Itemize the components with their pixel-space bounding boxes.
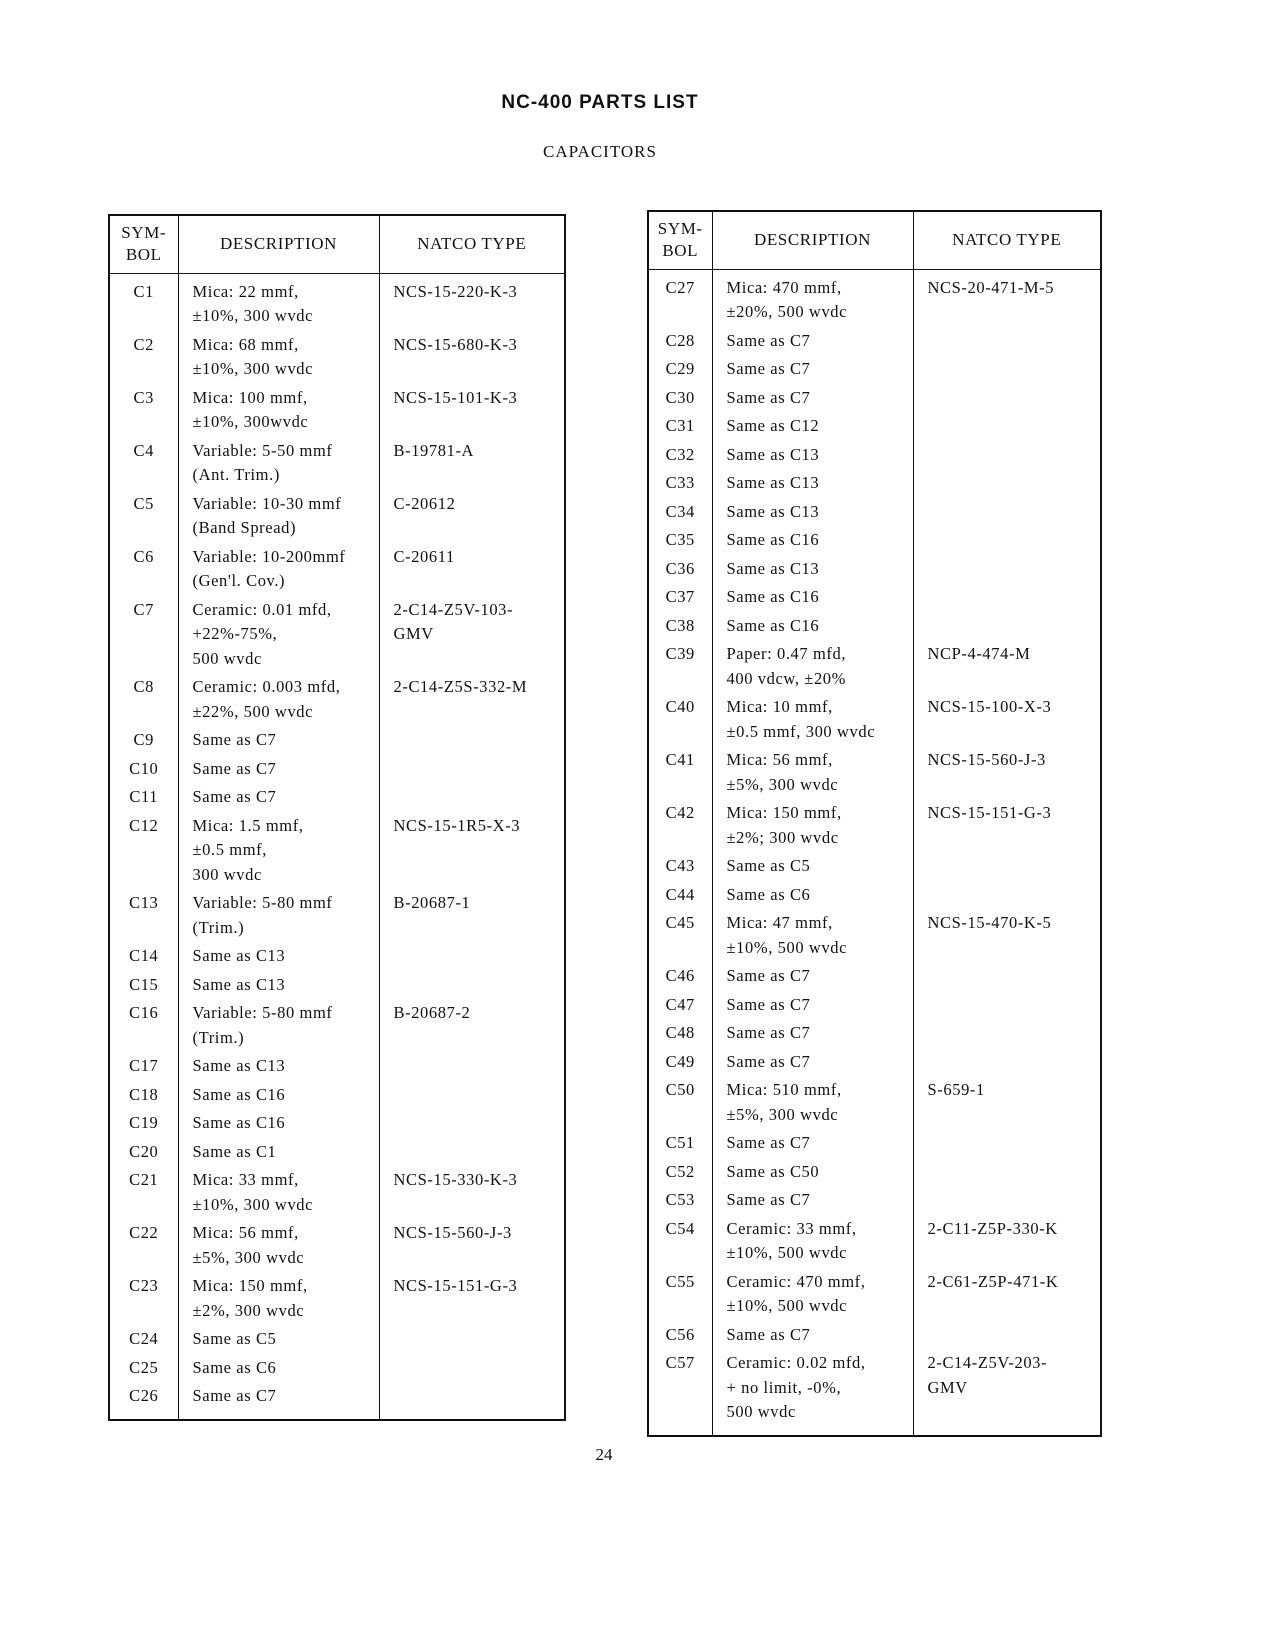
symbol-cell: C38: [648, 612, 712, 641]
symbol-cell: C33: [648, 469, 712, 498]
table-row: [648, 1215, 1101, 1268]
description-cell: Variable: 10-30 mmf (Band Spread): [178, 490, 379, 543]
natco-type-cell: [913, 526, 1101, 555]
symbol-cell: C41: [648, 746, 712, 799]
symbol-cell: C27: [648, 269, 712, 327]
header-natco-type: NATCO TYPE: [379, 215, 565, 273]
table-row: [109, 1219, 565, 1272]
description-cell: Same as C7: [178, 1382, 379, 1420]
symbol-cell: C10: [109, 755, 178, 784]
header-description: DESCRIPTION: [712, 211, 913, 269]
symbol-cell: C15: [109, 971, 178, 1000]
symbol-cell: C4: [109, 437, 178, 490]
table-row: [648, 1129, 1101, 1158]
natco-type-cell: B-19781-A: [393, 440, 475, 460]
description-cell: Variable: 5-80 mmf (Trim.): [178, 999, 379, 1052]
description-cell: Same as C16: [712, 583, 913, 612]
description-cell: Mica: 510 mmf, ±5%, 300 wvdc: [712, 1076, 913, 1129]
table-row: [109, 331, 565, 384]
table-row: [109, 1166, 565, 1219]
table-row: [109, 1052, 565, 1081]
table-row: [109, 1138, 565, 1167]
description-cell: Same as C7: [178, 783, 379, 812]
table-row: [648, 909, 1101, 962]
natco-type-cell: NCS-15-151-G-3: [927, 803, 1052, 822]
table-row: [648, 799, 1101, 852]
description-cell: Variable: 5-50 mmf (Ant. Trim.): [178, 437, 379, 490]
description-cell: Mica: 47 mmf, ±10%, 500 wvdc: [712, 909, 913, 962]
description-cell: Same as C13: [178, 1052, 379, 1081]
description-cell: Mica: 33 mmf, ±10%, 300 wvdc: [178, 1166, 379, 1219]
natco-type-cell: [913, 498, 1101, 527]
symbol-cell: C20: [109, 1138, 178, 1167]
description-cell: Same as C16: [712, 612, 913, 641]
description-cell: Mica: 68 mmf, ±10%, 300 wvdc: [178, 331, 379, 384]
table-row: [648, 693, 1101, 746]
description-cell: Same as C13: [712, 555, 913, 584]
description-cell: Same as C7: [712, 327, 913, 356]
natco-type-cell: [379, 726, 565, 755]
symbol-cell: C52: [648, 1158, 712, 1187]
table-row: [648, 1186, 1101, 1215]
table-row: [109, 673, 565, 726]
table-row: [109, 999, 565, 1052]
description-cell: Mica: 100 mmf, ±10%, 300wvdc: [178, 384, 379, 437]
symbol-cell: C49: [648, 1048, 712, 1077]
natco-type-cell: S-659-1: [927, 1080, 985, 1099]
table-row: [648, 412, 1101, 441]
table-row: [109, 273, 565, 331]
table-row: [109, 1354, 565, 1383]
description-cell: Ceramic: 33 mmf, ±10%, 500 wvdc: [712, 1215, 913, 1268]
symbol-cell: C18: [109, 1081, 178, 1110]
table-row: [109, 1325, 565, 1354]
natco-type-cell: NCS-15-560-J-3: [927, 750, 1046, 769]
description-cell: Ceramic: 0.02 mfd, + no limit, -0%, 500 wvdc: [712, 1349, 913, 1436]
description-cell: Same as C50: [712, 1158, 913, 1187]
description-cell: Mica: 1.5 mmf, ±0.5 mmf, 300 wvdc: [178, 812, 379, 890]
symbol-cell: C1: [109, 273, 178, 331]
natco-type-cell: [379, 783, 565, 812]
description-cell: Mica: 470 mmf, ±20%, 500 wvdc: [712, 269, 913, 327]
table-row: [648, 327, 1101, 356]
natco-type-cell: [379, 942, 565, 971]
natco-type-cell: NCS-15-220-K-3: [393, 281, 518, 301]
table-row: [109, 1109, 565, 1138]
symbol-cell: C54: [648, 1215, 712, 1268]
natco-type-cell: NCS-15-101-K-3: [393, 387, 518, 407]
table-row: [648, 384, 1101, 413]
symbol-cell: C34: [648, 498, 712, 527]
description-cell: Same as C6: [712, 881, 913, 910]
natco-type-cell: [379, 1109, 565, 1138]
description-cell: Mica: 10 mmf, ±0.5 mmf, 300 wvdc: [712, 693, 913, 746]
table-row: [648, 1321, 1101, 1350]
description-cell: Same as C16: [712, 526, 913, 555]
page-number: 24: [595, 1445, 613, 1464]
description-cell: Same as C13: [712, 441, 913, 470]
natco-type-cell: [379, 1325, 565, 1354]
table-row: [109, 1081, 565, 1110]
description-cell: Same as C12: [712, 412, 913, 441]
natco-type-cell: [379, 1081, 565, 1110]
description-cell: Same as C7: [712, 1129, 913, 1158]
natco-type-cell: [379, 971, 565, 1000]
natco-type-cell: [913, 384, 1101, 413]
table-row: [648, 355, 1101, 384]
page-title: NC-400 PARTS LIST: [501, 92, 699, 113]
header-natco-type: NATCO TYPE: [913, 211, 1101, 269]
natco-type-cell: [913, 962, 1101, 991]
table-row: [648, 640, 1101, 693]
table-row: [648, 583, 1101, 612]
symbol-cell: C16: [109, 999, 178, 1052]
natco-type-cell: C-20612: [393, 493, 456, 513]
natco-type-cell: NCS-15-470-K-5: [927, 913, 1052, 932]
natco-type-cell: [913, 412, 1101, 441]
symbol-cell: C45: [648, 909, 712, 962]
table-row: [648, 498, 1101, 527]
natco-type-cell: [913, 852, 1101, 881]
symbol-cell: C2: [109, 331, 178, 384]
description-cell: Same as C7: [178, 726, 379, 755]
description-cell: Variable: 10-200mmf (Gen'l. Cov.): [178, 543, 379, 596]
natco-type-cell: [379, 755, 565, 784]
natco-type-cell: [379, 1138, 565, 1167]
symbol-cell: C17: [109, 1052, 178, 1081]
description-cell: Ceramic: 470 mmf, ±10%, 500 wvdc: [712, 1268, 913, 1321]
natco-type-cell: [913, 881, 1101, 910]
symbol-cell: C29: [648, 355, 712, 384]
natco-type-cell: NCS-15-560-J-3: [393, 1223, 512, 1242]
description-cell: Mica: 150 mmf, ±2%; 300 wvdc: [712, 799, 913, 852]
symbol-cell: C8: [109, 673, 178, 726]
table-row: [648, 526, 1101, 555]
natco-type-cell: [379, 1052, 565, 1081]
table-row: [648, 991, 1101, 1020]
description-cell: Same as C7: [712, 384, 913, 413]
symbol-cell: C56: [648, 1321, 712, 1350]
natco-type-cell: [379, 1354, 565, 1383]
symbol-cell: C46: [648, 962, 712, 991]
symbol-cell: C7: [109, 596, 178, 674]
symbol-cell: C47: [648, 991, 712, 1020]
natco-type-cell: [379, 1382, 565, 1420]
description-cell: Mica: 150 mmf, ±2%, 300 wvdc: [178, 1272, 379, 1325]
symbol-cell: C32: [648, 441, 712, 470]
symbol-cell: C21: [109, 1166, 178, 1219]
natco-type-cell: [913, 1321, 1101, 1350]
natco-type-cell: [913, 355, 1101, 384]
description-cell: Same as C16: [178, 1109, 379, 1138]
table-row: [109, 490, 565, 543]
symbol-cell: C24: [109, 1325, 178, 1354]
symbol-cell: C37: [648, 583, 712, 612]
symbol-cell: C19: [109, 1109, 178, 1138]
natco-type-cell: NCP-4-474-M: [927, 644, 1031, 663]
natco-type-cell: [913, 555, 1101, 584]
symbol-cell: C26: [109, 1382, 178, 1420]
natco-type-cell: [913, 1186, 1101, 1215]
natco-type-cell: [913, 1158, 1101, 1187]
natco-type-cell: [913, 612, 1101, 641]
natco-type-cell: 2-C11-Z5P-330-K: [927, 1218, 1058, 1238]
symbol-cell: C36: [648, 555, 712, 584]
table-row: [109, 783, 565, 812]
symbol-cell: C51: [648, 1129, 712, 1158]
table-row: [648, 1158, 1101, 1187]
table-row: [648, 612, 1101, 641]
description-cell: Same as C7: [712, 1186, 913, 1215]
natco-type-cell: B-20687-2: [393, 1003, 471, 1022]
natco-type-cell: NCS-15-100-X-3: [927, 697, 1052, 716]
table-row: [648, 1048, 1101, 1077]
table-row: [648, 881, 1101, 910]
description-cell: Ceramic: 0.003 mfd, ±22%, 500 wvdc: [178, 673, 379, 726]
description-cell: Mica: 56 mmf, ±5%, 300 wvdc: [178, 1219, 379, 1272]
table-row: [109, 755, 565, 784]
symbol-cell: C40: [648, 693, 712, 746]
table-row: [109, 1272, 565, 1325]
natco-type-cell: 2-C14-Z5V-203- GMV: [927, 1353, 1048, 1397]
table-row: [109, 942, 565, 971]
table-row: [648, 1076, 1101, 1129]
description-cell: Mica: 22 mmf, ±10%, 300 wvdc: [178, 273, 379, 331]
header-symbol: SYM- BOL: [109, 215, 178, 273]
description-cell: Same as C13: [178, 971, 379, 1000]
table-row: [648, 441, 1101, 470]
natco-type-cell: 2-C14-Z5S-332-M: [393, 677, 528, 696]
symbol-cell: C14: [109, 942, 178, 971]
table-row: [648, 469, 1101, 498]
description-cell: Same as C1: [178, 1138, 379, 1167]
symbol-cell: C42: [648, 799, 712, 852]
table-row: [648, 852, 1101, 881]
table-row: [109, 543, 565, 596]
description-cell: Same as C13: [178, 942, 379, 971]
symbol-cell: C55: [648, 1268, 712, 1321]
table-row: [648, 269, 1101, 327]
description-cell: Same as C7: [712, 962, 913, 991]
description-cell: Same as C7: [712, 1321, 913, 1350]
symbol-cell: C9: [109, 726, 178, 755]
header-symbol: SYM- BOL: [648, 211, 712, 269]
description-cell: Mica: 56 mmf, ±5%, 300 wvdc: [712, 746, 913, 799]
symbol-cell: C25: [109, 1354, 178, 1383]
symbol-cell: C5: [109, 490, 178, 543]
symbol-cell: C30: [648, 384, 712, 413]
description-cell: Same as C16: [178, 1081, 379, 1110]
table-row: [109, 971, 565, 1000]
description-cell: Paper: 0.47 mfd, 400 vdcw, ±20%: [712, 640, 913, 693]
natco-type-cell: NCS-15-151-G-3: [393, 1276, 518, 1295]
natco-type-cell: NCS-15-1R5-X-3: [393, 815, 521, 835]
symbol-cell: C39: [648, 640, 712, 693]
natco-type-cell: [913, 441, 1101, 470]
section-title: CAPACITORS: [543, 142, 657, 161]
table-row: [648, 1349, 1101, 1436]
symbol-cell: C48: [648, 1019, 712, 1048]
table-row: [109, 726, 565, 755]
table-row: [109, 596, 565, 674]
table-row: [648, 555, 1101, 584]
description-cell: Same as C7: [712, 991, 913, 1020]
description-cell: Same as C7: [712, 1048, 913, 1077]
symbol-cell: C53: [648, 1186, 712, 1215]
symbol-cell: C23: [109, 1272, 178, 1325]
natco-type-cell: [913, 327, 1101, 356]
natco-type-cell: 2-C14-Z5V-103- GMV: [393, 599, 514, 643]
symbol-cell: C44: [648, 881, 712, 910]
description-cell: Same as C7: [178, 755, 379, 784]
description-cell: Same as C7: [712, 355, 913, 384]
symbol-cell: C12: [109, 812, 178, 890]
table-row: [109, 437, 565, 490]
natco-type-cell: NCS-20-471-M-5: [927, 277, 1055, 297]
symbol-cell: C35: [648, 526, 712, 555]
symbol-cell: C28: [648, 327, 712, 356]
description-cell: Same as C7: [712, 1019, 913, 1048]
natco-type-cell: [913, 583, 1101, 612]
table-row: [109, 384, 565, 437]
table-row: [109, 1382, 565, 1420]
symbol-cell: C22: [109, 1219, 178, 1272]
symbol-cell: C11: [109, 783, 178, 812]
description-cell: Same as C5: [712, 852, 913, 881]
natco-type-cell: NCS-15-330-K-3: [393, 1170, 518, 1189]
symbol-cell: C57: [648, 1349, 712, 1436]
capacitor-table-right: [647, 210, 1102, 1437]
table-row: [648, 746, 1101, 799]
table-row: [648, 1019, 1101, 1048]
symbol-cell: C43: [648, 852, 712, 881]
natco-type-cell: C-20611: [393, 546, 455, 566]
natco-type-cell: B-20687-1: [393, 893, 471, 912]
symbol-cell: C31: [648, 412, 712, 441]
description-cell: Same as C13: [712, 498, 913, 527]
natco-type-cell: NCS-15-680-K-3: [393, 334, 518, 354]
description-cell: Same as C6: [178, 1354, 379, 1383]
description-cell: Variable: 5-80 mmf (Trim.): [178, 889, 379, 942]
natco-type-cell: [913, 469, 1101, 498]
symbol-cell: C3: [109, 384, 178, 437]
symbol-cell: C6: [109, 543, 178, 596]
table-row: [648, 962, 1101, 991]
description-cell: Same as C5: [178, 1325, 379, 1354]
table-row: [109, 812, 565, 890]
natco-type-cell: [913, 1048, 1101, 1077]
natco-type-cell: [913, 1019, 1101, 1048]
natco-type-cell: [913, 991, 1101, 1020]
symbol-cell: C13: [109, 889, 178, 942]
natco-type-cell: [913, 1129, 1101, 1158]
symbol-cell: C50: [648, 1076, 712, 1129]
natco-type-cell: 2-C61-Z5P-471-K: [927, 1271, 1059, 1291]
header-description: DESCRIPTION: [178, 215, 379, 273]
table-row: [648, 1268, 1101, 1321]
capacitor-table-left: [108, 214, 566, 1421]
table-row: [109, 889, 565, 942]
description-cell: Ceramic: 0.01 mfd, +22%-75%, 500 wvdc: [178, 596, 379, 674]
description-cell: Same as C13: [712, 469, 913, 498]
